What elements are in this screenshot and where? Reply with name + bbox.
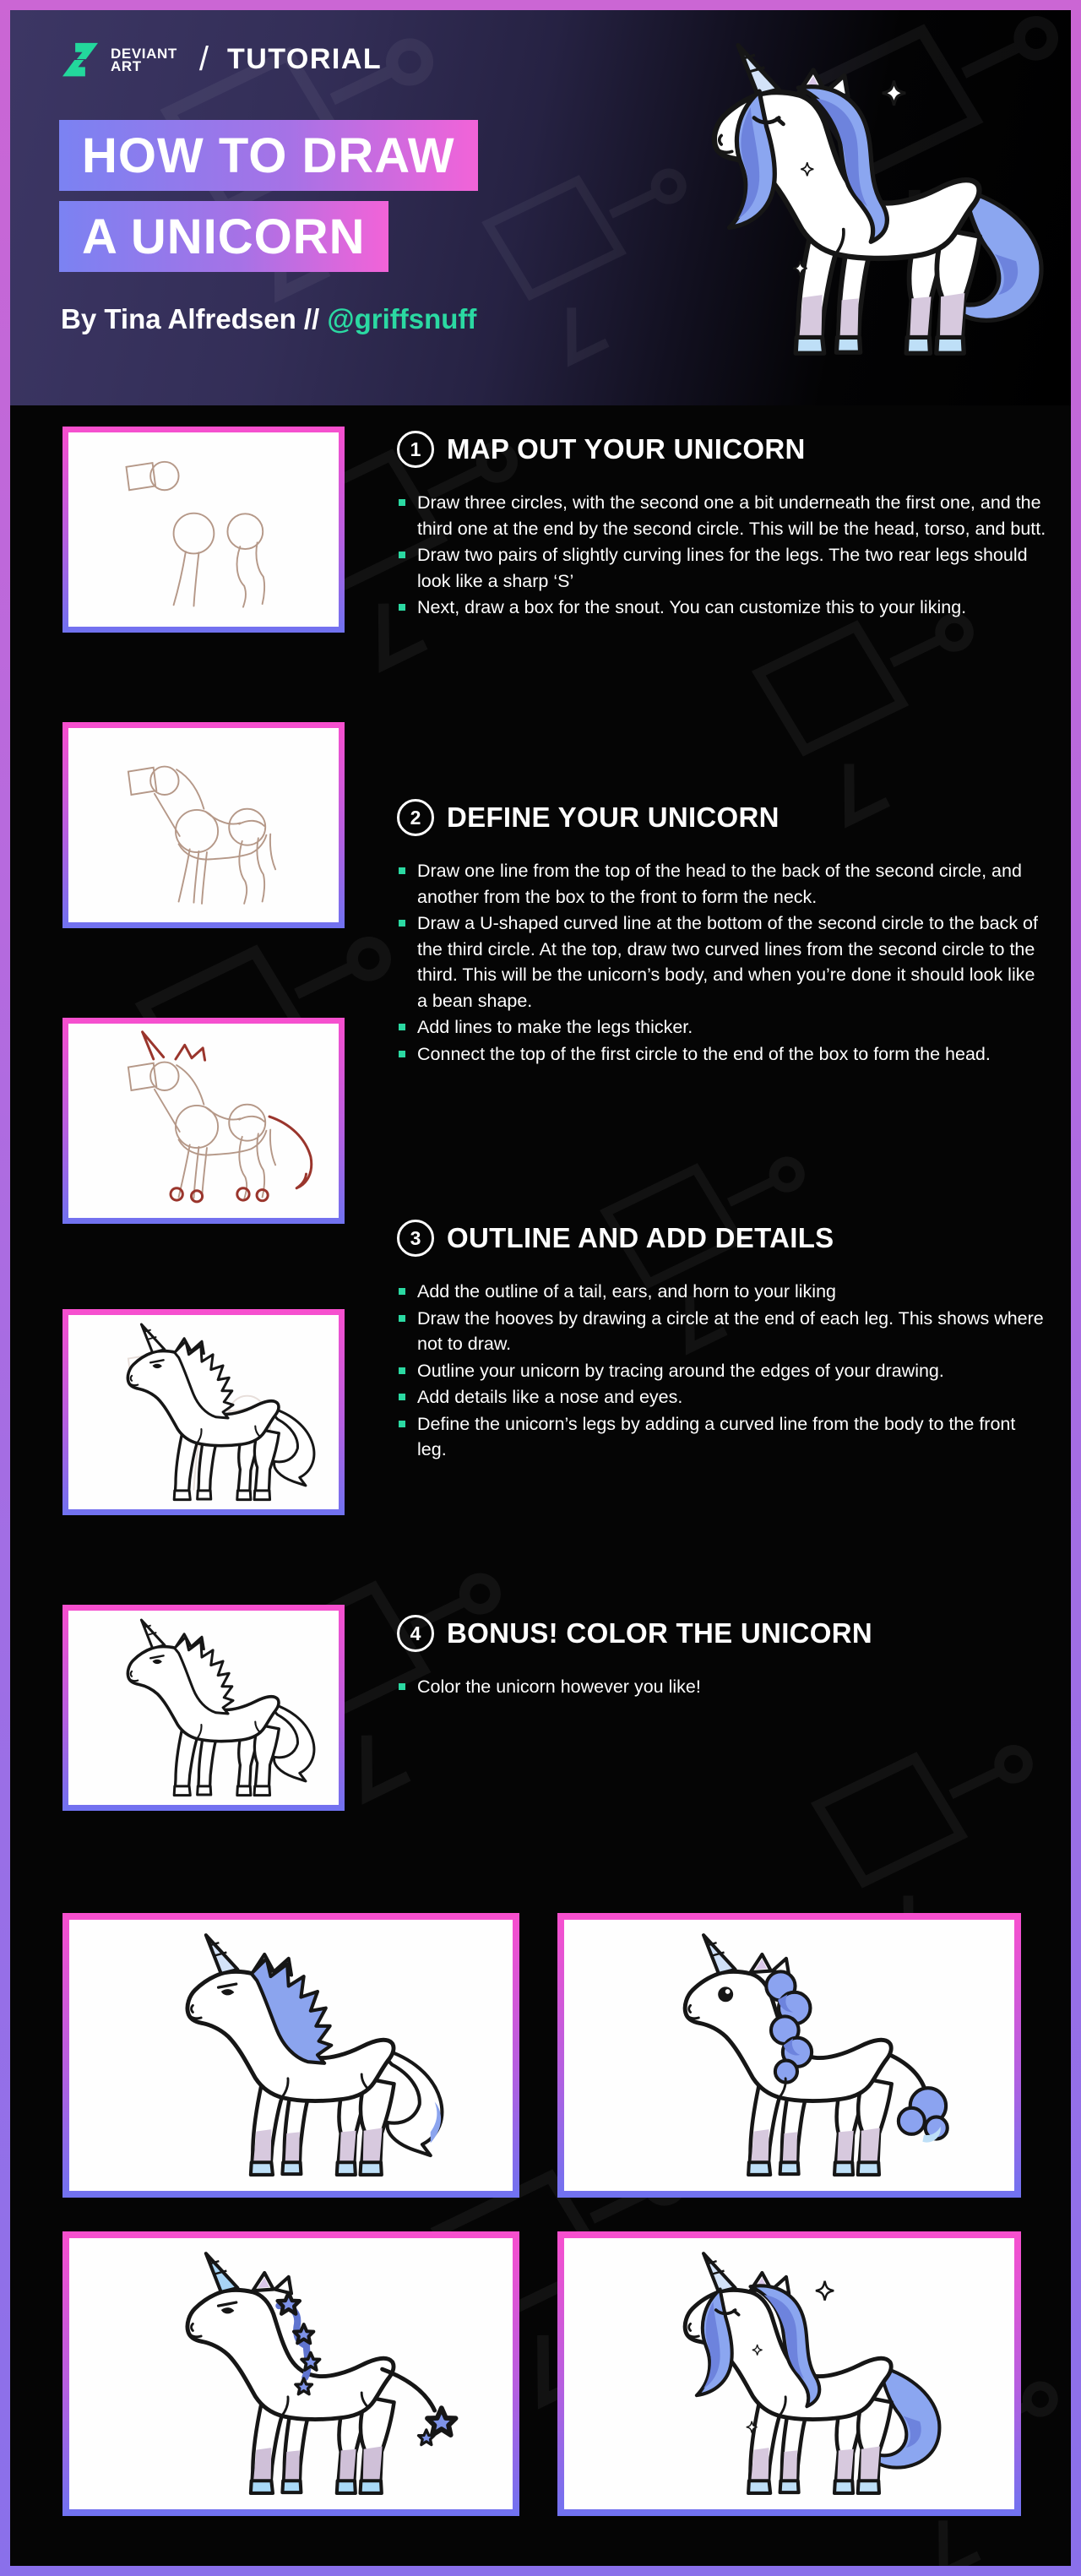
- step-4-title: BONUS! COLOR THE UNICORN: [447, 1617, 873, 1649]
- gallery-item-4-frame: [557, 2231, 1021, 2516]
- step-4-section: [397, 1615, 1049, 1701]
- step-1-title: MAP OUT YOUR UNICORN: [447, 433, 806, 465]
- step-2-title: DEFINE YOUR UNICORN: [447, 802, 780, 833]
- colored-unicorn-flowing-mane: [609, 2247, 969, 2502]
- step-1-bullet-list: [397, 490, 1049, 621]
- tutorial-label: TUTORIAL: [226, 43, 383, 75]
- green-square-bullet-icon: [399, 1683, 405, 1690]
- green-square-bullet-icon: [399, 1394, 405, 1400]
- step3-image-frame: [62, 1018, 345, 1224]
- bullet-text: Draw three circles, with the second one a bit underneath the first one, and the third one at the end by the second circle. This will be the head, torso, and butt.: [417, 492, 1046, 539]
- list-item: [399, 1041, 1049, 1068]
- step-3-bullet-list: [397, 1279, 1049, 1463]
- bullet-text: Define the unicorn’s legs by adding a curved line from the body to the front leg.: [417, 1413, 1016, 1460]
- slash-separator: /: [198, 41, 209, 78]
- step1-image-frame: [62, 427, 345, 633]
- bullet-text: Outline your unicorn by tracing around the edges of your drawing.: [417, 1360, 944, 1381]
- step-4-number-badge: 4: [397, 1615, 434, 1652]
- byline-prefix: By Tina Alfredsen //: [61, 303, 328, 334]
- green-square-bullet-icon: [399, 1024, 405, 1030]
- outlined-unicorn-over-sketch: [77, 1319, 331, 1506]
- list-item: [399, 1384, 1049, 1410]
- step-3-heading: [397, 1220, 1049, 1257]
- step2-image-frame: [62, 722, 345, 928]
- brand-line2: ART: [111, 57, 142, 74]
- list-item: [399, 910, 1049, 1014]
- step4-canvas: [68, 1611, 339, 1805]
- bullet-text: Next, draw a box for the snout. You can customize this to your liking.: [417, 597, 967, 618]
- step-2-section: [397, 799, 1049, 1068]
- header: [61, 41, 382, 79]
- gallery-item-4-canvas: [564, 2238, 1014, 2509]
- list-item: [399, 1306, 1049, 1357]
- step-2-heading: [397, 799, 1049, 836]
- green-square-bullet-icon: [399, 1288, 405, 1295]
- step3-outline-image-frame: [62, 1309, 345, 1515]
- green-square-bullet-icon: [399, 1315, 405, 1322]
- gallery-item-1-canvas: [69, 1920, 513, 2191]
- author-handle-link[interactable]: @griffsnuff: [327, 303, 477, 334]
- list-item: [399, 1411, 1049, 1463]
- step3-outline-canvas: [68, 1315, 339, 1509]
- step4-image-frame: [62, 1605, 345, 1811]
- brand-wordmark: [111, 47, 177, 73]
- bullet-text: Add lines to make the legs thicker.: [417, 1017, 693, 1038]
- green-square-bullet-icon: [399, 920, 405, 927]
- green-square-bullet-icon: [399, 1421, 405, 1427]
- step-4-bullet-list: [397, 1674, 1049, 1700]
- list-item: [399, 595, 1049, 621]
- green-square-bullet-icon: [399, 1367, 405, 1374]
- green-square-bullet-icon: [399, 552, 405, 558]
- list-item: [399, 1358, 1049, 1384]
- list-item: [399, 858, 1049, 910]
- colored-unicorn-star-mane: [114, 2247, 469, 2502]
- step-1-number-badge: 1: [397, 431, 434, 468]
- step-2-number-badge: 2: [397, 799, 434, 836]
- green-square-bullet-icon: [399, 867, 405, 874]
- hero-unicorn-illustration: [627, 12, 1069, 389]
- gallery-item-2-canvas: [564, 1920, 1014, 2191]
- colored-unicorn-puffy-mane: [609, 1928, 969, 2183]
- colored-unicorn-spiky-mane: [114, 1928, 469, 2183]
- bullet-text: Draw two pairs of slightly curving lines for the legs. The two rear legs should look like a sharp ‘S’: [417, 545, 1028, 591]
- gallery-item-2-frame: [557, 1913, 1021, 2198]
- bullet-text: Draw one line from the top of the head to the back of the second circle, and another from the box to the front to form the neck.: [417, 861, 1022, 907]
- bullet-text: Add details like a nose and eyes.: [417, 1387, 683, 1408]
- title-line2: A UNICORN: [59, 201, 388, 272]
- bullet-text: Connect the top of the first circle to the end of the box to form the head.: [417, 1043, 991, 1064]
- deviantart-logo-icon: [61, 42, 100, 78]
- step-3-number-badge: 3: [397, 1220, 434, 1257]
- list-item: [399, 1279, 1049, 1305]
- list-item: [399, 542, 1049, 594]
- list-item: [399, 1674, 1049, 1700]
- gallery-item-3-canvas: [69, 2238, 513, 2509]
- list-item: [399, 1014, 1049, 1041]
- green-square-bullet-icon: [399, 604, 405, 611]
- step2-canvas: [68, 728, 339, 922]
- bullet-text: Draw a U-shaped curved line at the bottom of the second circle to the back of the third circle. At the top, draw two curved lines from the second circle to the third. This will be the unicorn’s body, and when you’re done it should look like a bean shape.: [417, 913, 1038, 1011]
- byline: [61, 303, 476, 335]
- step1-construction-sketch: [77, 437, 331, 623]
- clean-outline-unicorn: [77, 1615, 331, 1802]
- step-1-heading: [397, 431, 1049, 468]
- title-line1: HOW TO DRAW: [59, 120, 478, 191]
- step3-sketch-with-red-details: [77, 1028, 331, 1215]
- step-3-section: [397, 1220, 1049, 1464]
- brand-line1: DEVIANT: [111, 45, 177, 62]
- list-item: [399, 490, 1049, 541]
- bullet-text: Color the unicorn however you like!: [417, 1677, 701, 1697]
- poster-background: [10, 10, 1071, 2566]
- gallery-item-3-frame: [62, 2231, 519, 2516]
- step-2-bullet-list: [397, 858, 1049, 1067]
- bullet-text: Add the outline of a tail, ears, and horn to your liking: [417, 1281, 837, 1302]
- step-4-heading: [397, 1615, 1049, 1652]
- step-3-title: OUTLINE AND ADD DETAILS: [447, 1222, 834, 1253]
- step1-canvas: [68, 432, 339, 627]
- step2-construction-sketch: [77, 732, 331, 919]
- green-square-bullet-icon: [399, 499, 405, 506]
- green-square-bullet-icon: [399, 1051, 405, 1057]
- step3-canvas: [68, 1024, 339, 1218]
- bullet-text: Draw the hooves by drawing a circle at the end of each leg. This shows where not to draw.: [417, 1307, 1044, 1355]
- gallery-item-1-frame: [62, 1913, 519, 2198]
- step-1-section: [397, 431, 1049, 622]
